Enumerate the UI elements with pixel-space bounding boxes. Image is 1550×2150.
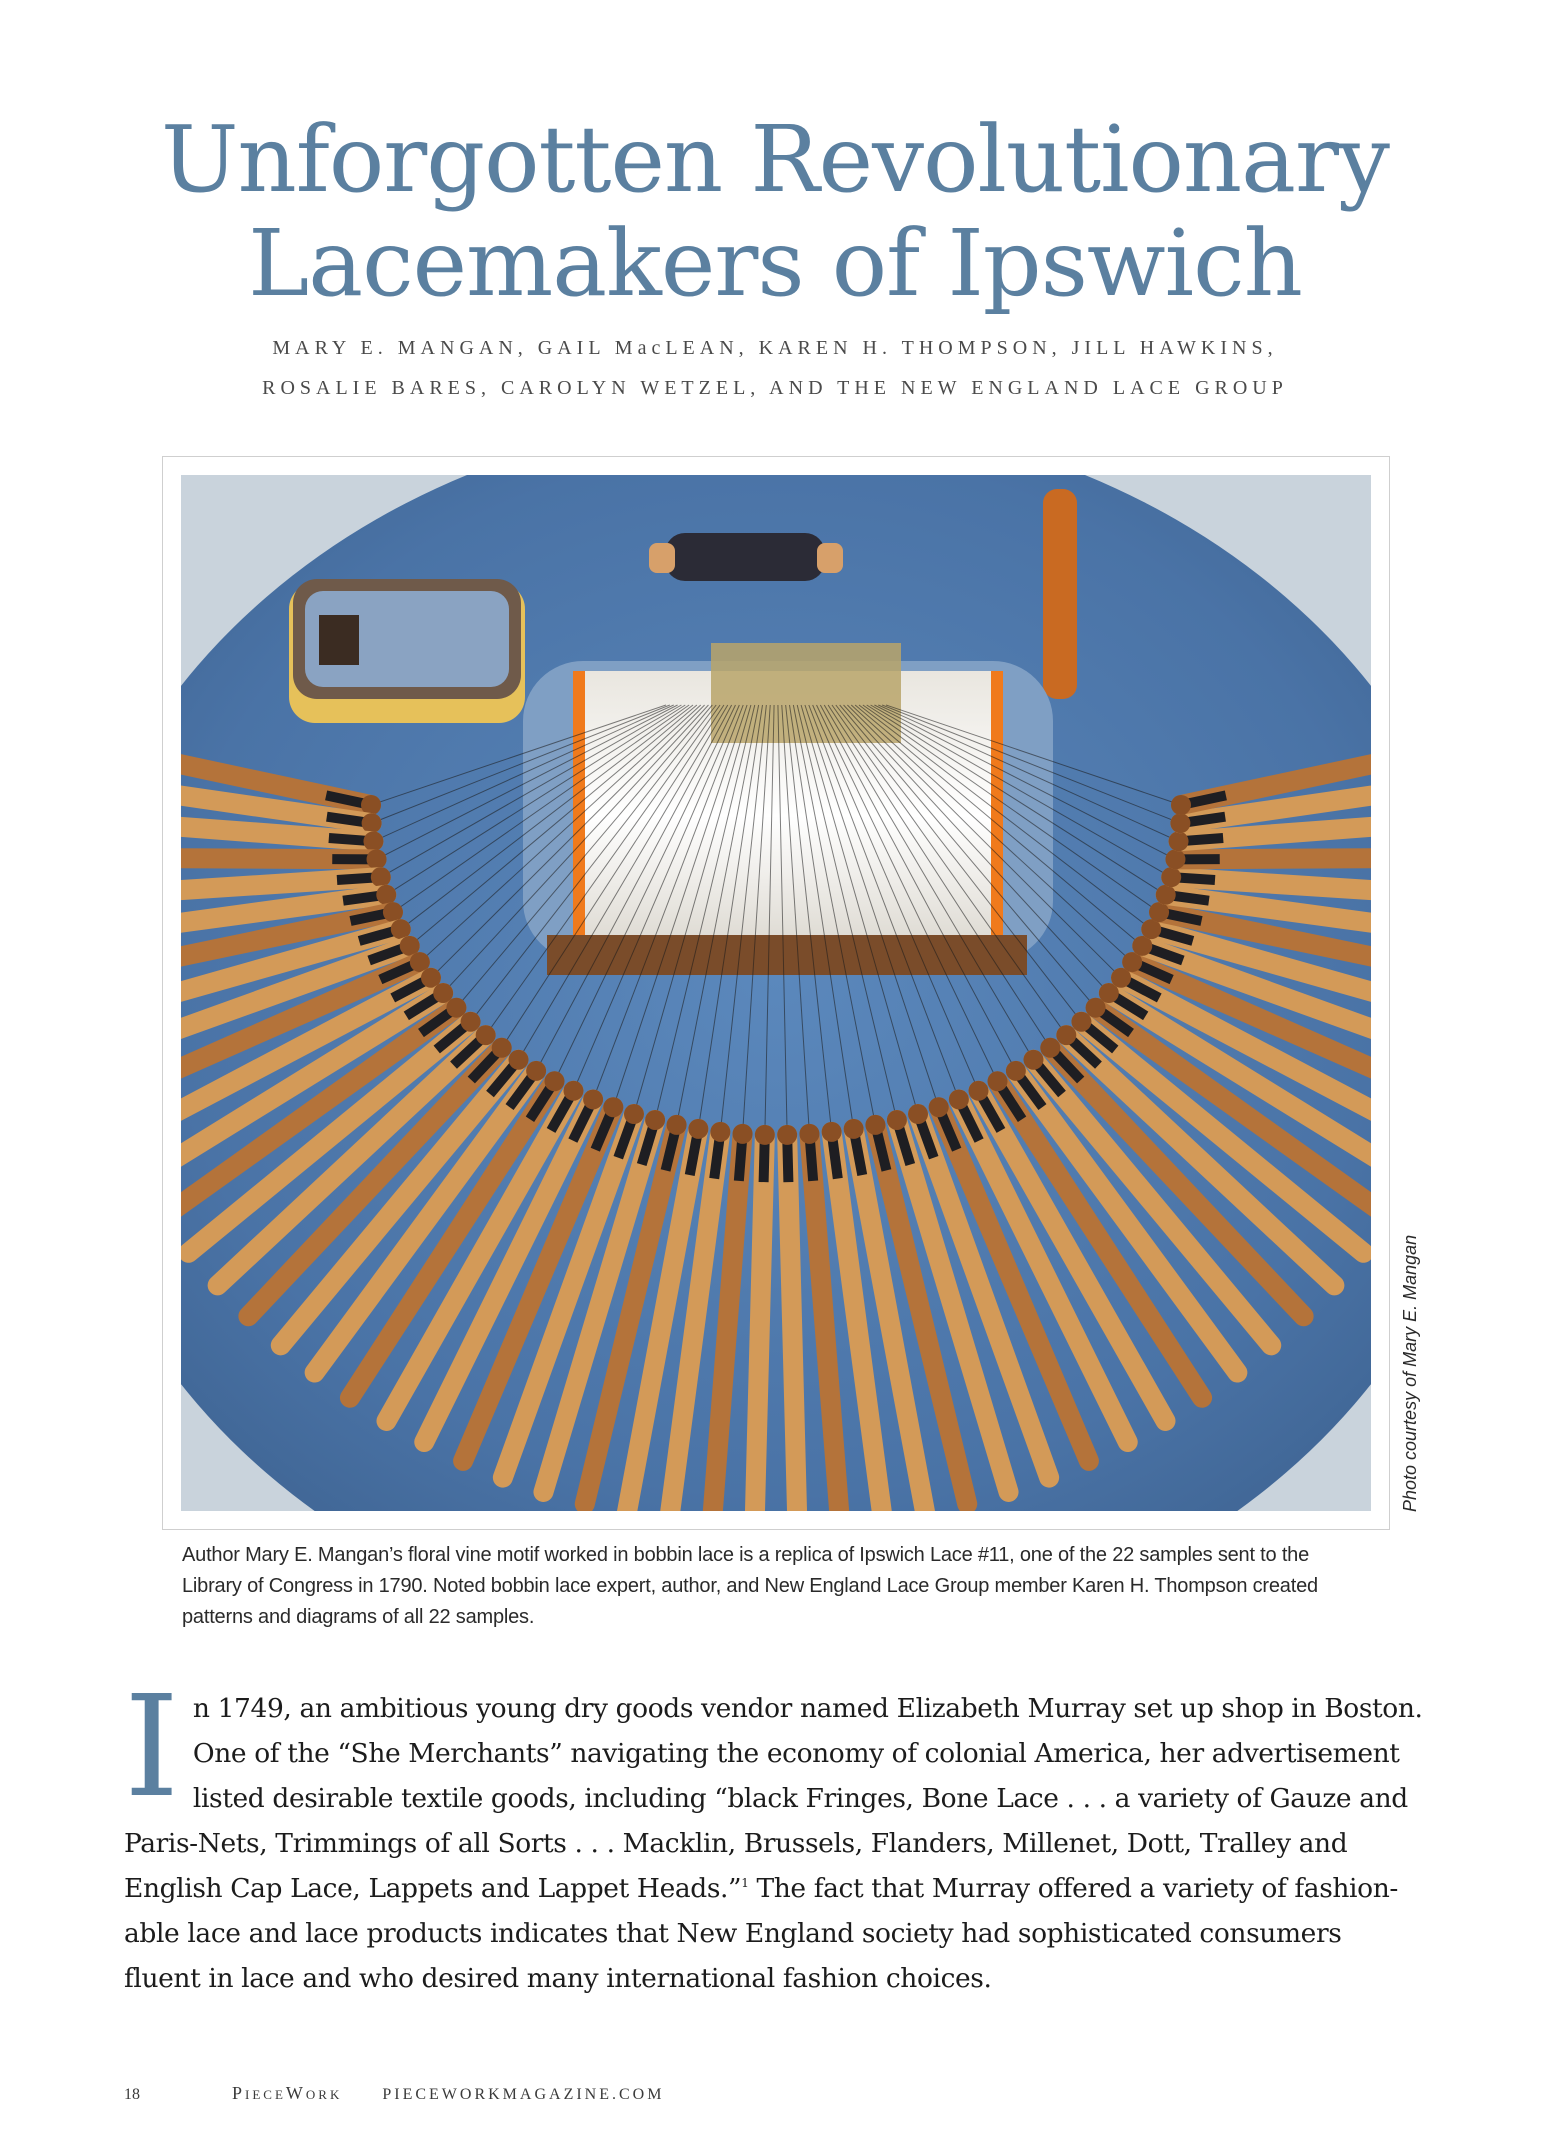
pin-box	[289, 579, 525, 723]
magazine-name: PieceWork	[232, 2083, 343, 2103]
page-number: 18	[124, 2086, 140, 2103]
photo-illustration	[181, 475, 1371, 1511]
footnote-marker: 1	[741, 1876, 749, 1891]
photo-caption: Author Mary E. Mangan’s floral vine motif worked in bobbin lace is a replica of Ipswich Lace #11, one of the 22 samples sent to the Library of Congress in 1790. Noted bobbin lace expert, author, and New England Lace Group member Karen H. Thompson created patterns and diagrams of all 22 samples.	[182, 1544, 1318, 1628]
page-footer	[124, 2083, 664, 2104]
bolster-roller	[649, 533, 843, 581]
authors-line-2: ROSALIE BARES, CAROLYN WETZEL, AND THE NEW ENGLAND LACE GROUP	[262, 377, 1288, 399]
body-text-part-1: n 1749, an ambitious young dry goods vendor named Elizabeth Murray set up shop in Boston. One of the “She Merchants” navigating the economy of colonial America, her advertisement listed desirable textile goods, including “black Fringes, Bone Lace . . . a variety of Gauze and Paris-Nets, Trimmings of all Sorts . . . Macklin, Brussels, Flanders, Millenet, Dott, Tralley and English Cap Lace, Lappets and Lappet Heads.”	[124, 1693, 1423, 1904]
wooden-stick	[1043, 489, 1077, 699]
title-line-2: Lacemakers of Ipswich	[248, 210, 1302, 317]
drop-cap: I	[124, 1666, 179, 1829]
photo-frame	[162, 456, 1390, 1530]
author-byline	[0, 328, 1550, 408]
bobbin	[1165, 849, 1371, 869]
body-text-part-2: The fact that Murray offered a variety of fashion-able lace and lace products indicates that New England society had sophisticated consumers fluent in lace and who desired many international fashion choices.	[124, 1873, 1398, 1994]
photo-credit: Photo courtesy of Mary E. Mangan	[1400, 1234, 1420, 1512]
magazine-website: PIECEWORKMAGAZINE.COM	[382, 2086, 665, 2103]
bobbin-lace-pillow-photo	[181, 475, 1371, 1511]
authors-line-1: MARY E. MANGAN, GAIL MacLEAN, KAREN H. THOMPSON, JILL HAWKINS,	[272, 337, 1278, 359]
bobbin	[181, 849, 387, 869]
article-body	[124, 1666, 1424, 2001]
title-line-1: Unforgotten Revolutionary	[161, 106, 1389, 213]
article-title	[0, 108, 1550, 316]
